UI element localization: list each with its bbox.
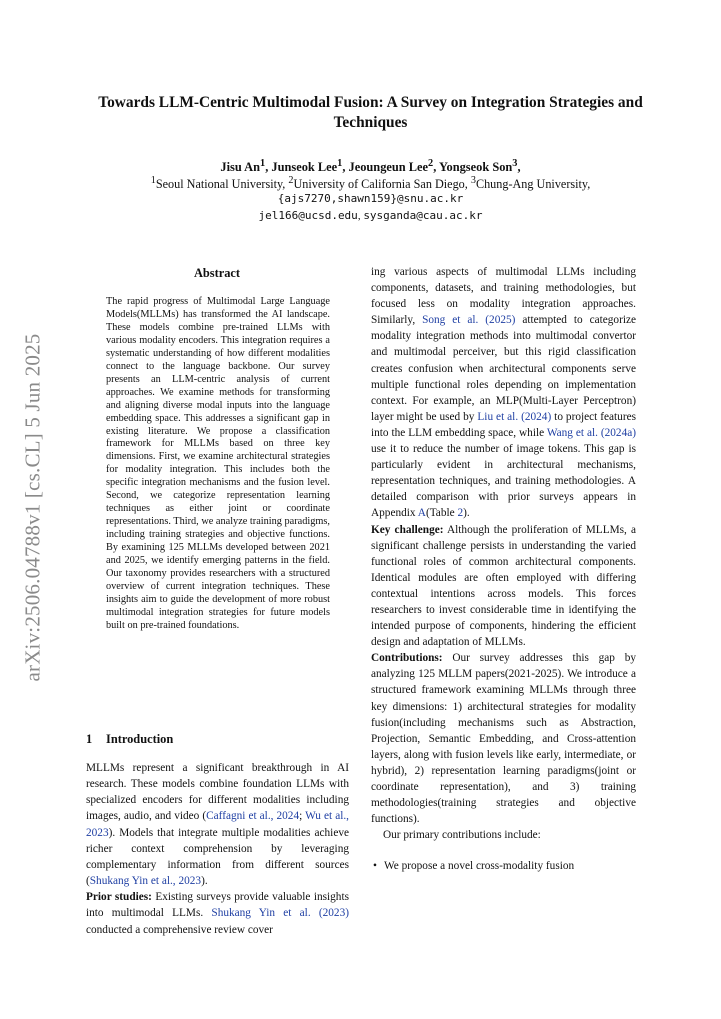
arxiv-stamp: [20, 300, 46, 715]
abstract-heading: Abstract: [193, 266, 241, 280]
citation-link[interactable]: Caffagni et al., 2024: [206, 810, 300, 823]
key-challenge-paragraph: [371, 522, 636, 651]
text-run: ). Models that integrate multiple modalities achieve richer context comprehension by leveraging complementary information from different sources (: [86, 826, 349, 888]
paper-title: Towards LLM-Centric Multimodal Fusion: A Survey on Integration Strategies and Techniques: [98, 94, 643, 131]
author-name: Jeoungeun Lee: [348, 160, 429, 175]
email-line-1: {ajs7270,shawn159}@snu.ac.kr: [277, 192, 464, 205]
email-ucsd: jel166@ucsd.edu: [258, 209, 358, 222]
text-run: ing various aspects of multimodal LLMs including components, datasets, and training methodologies, but focused less on modality integration approaches. Similarly,: [371, 266, 636, 327]
text-run: ).: [201, 875, 208, 888]
citation-link[interactable]: Liu et al. (2024): [477, 410, 552, 423]
author-name: Yongseok Son: [438, 160, 513, 175]
affiliation: Chung-Ang University,: [475, 177, 591, 192]
text-run: ;: [299, 810, 306, 823]
text-run: ).: [463, 507, 470, 520]
text-run: to project features into the LLM embedding space, while: [371, 410, 636, 439]
bullet-dot: •: [373, 860, 377, 873]
author-name: Junseok Lee: [271, 160, 338, 175]
right-column: [371, 264, 636, 874]
text-run: Existing surveys provide valuable insights into multimodal LLMs.: [86, 891, 349, 920]
email-separator: ,: [357, 210, 364, 222]
section-number: 1: [86, 732, 93, 746]
email-line-2: [60, 208, 681, 224]
text-run: (Table: [425, 507, 458, 520]
run-in-heading: Contributions:: [371, 652, 443, 665]
section-title: Introduction: [106, 732, 174, 746]
introduction-column: [86, 760, 349, 938]
citation-link[interactable]: Wu et al., 2023: [86, 810, 349, 839]
citation-link[interactable]: Shukang Yin et al., 2023: [89, 875, 202, 888]
author-separator: ,: [433, 160, 439, 175]
author-affil-mark: 2: [428, 158, 434, 169]
section-heading-introduction: [86, 732, 173, 747]
intro-paragraph: [86, 760, 349, 889]
abstract-text: The rapid progress of Multimodal Large Language Models(MLLMs) has transformed the AI landscape. These models combine pre-trained LLMs with various modality encoders. This integration requires a systematic understanding of how different modalities connect to the language backbone. Our survey presents an LLM-centric analysis of current approaches. We examine methods for transforming and aligning diverse modal inputs into the language embedding space. This addresses a significant gap in existing literature. We propose a classification framework for MLLMs based on three key dimensions. First, we examine architectural strategies for modality integration. This includes both the specific integration mechanisms and the fusion level. Second, we categorize representation learning techniques as either joint or coordinate representations. Third, we analyze training paradigms, including training strategies and objective functions. By examining 125 MLLMs developed between 2021 and 2025, we identify emerging patterns in the field. Our taxonomy provides researchers with a structured overview of current integration techniques. These insights aim to guide the development of more robust multimodal integration strategies for future models built on pre-trained foundations.: [106, 296, 330, 631]
text-run: Although the proliferation of MLLMs, a significant challenge persists in understanding the varied functional roles of common architectural components. Identical modules are often employed with differing contextual intentions across models. This forces researchers to invest considerable time in identifying the intended purpose of components, hindering the efficient design and adaptation of MLLMs.: [371, 523, 636, 649]
affil-mark: 3: [470, 175, 476, 186]
author-affil-mark: 1: [260, 158, 266, 169]
contributions-paragraph: [371, 650, 636, 827]
citation-link[interactable]: Wang et al. (2024a): [546, 426, 637, 439]
prior-studies-continued: [371, 264, 636, 522]
run-in-heading: Prior studies:: [86, 891, 152, 904]
text-run: conducted a comprehensive review cover: [86, 923, 273, 936]
author-separator: ,: [342, 160, 349, 175]
text-run: MLLMs represent a significant breakthrough in AI research. These models combine foundation LLMs with specialized encoders for different modalities including images, audio, and video (: [86, 762, 349, 823]
contributions-intro: Our primary contributions include:: [383, 829, 541, 842]
author-separator: ,: [517, 160, 521, 175]
contribution-bullet: [371, 858, 636, 874]
affil-mark: 2: [288, 175, 294, 186]
affiliation: Seoul National University,: [155, 177, 289, 192]
author-affil-mark: 3: [512, 158, 518, 169]
author-affil-mark: 1: [337, 158, 343, 169]
affil-mark: 1: [150, 175, 156, 186]
text-run: attempted to categorize modality integration methods into multimodal convertor and multimodal perceiver, but this rigid classification creates confusion when architectural components serve multiple functional roles depending on implementation context. For example, an MLP(Multi-Layer Perceptron) layer might be used by: [371, 314, 636, 423]
citation-link[interactable]: Song et al. (2025): [422, 314, 516, 327]
prior-studies-paragraph: [86, 889, 349, 937]
table-link[interactable]: 2: [457, 507, 464, 520]
text-run: use it to reduce the number of image tokens. This gap is particularly evident in architectural mechanisms, representation techniques, and training methodologies. A detailed comparison with prior surveys appears in Appendix: [371, 443, 636, 520]
author-separator: ,: [265, 160, 272, 175]
run-in-heading: Key challenge:: [371, 523, 444, 536]
arxiv-identifier: arXiv:2506.04788v1 [cs.CL] 5 Jun 2025: [20, 333, 45, 682]
text-run: We propose a novel cross-modality fusion: [384, 860, 575, 873]
appendix-link[interactable]: A: [417, 507, 426, 520]
affiliation-list: [60, 173, 681, 192]
affiliation: University of California San Diego,: [293, 177, 471, 192]
author-name: Jisu An: [220, 160, 261, 175]
email-cau: sysganda@cau.ac.kr: [363, 209, 483, 222]
text-run: Our survey addresses this gap by analyzing 125 MLLM papers(2021-2025). We introduce a structured framework examining MLLMs through three key dimensions: 1) architectural strategies for modality fusion(including mechanisms such as Abstraction, Projection, Semantic Embedding, and Cross-attention layers, along with fusion levels like early, intermediate, or hybrid), 2) representation learning paradigms(joint or coordinate representation), and 3) training methodologies(training strategies and objective functions).: [371, 652, 636, 826]
citation-link[interactable]: Shukang Yin et al. (2023): [211, 907, 349, 920]
